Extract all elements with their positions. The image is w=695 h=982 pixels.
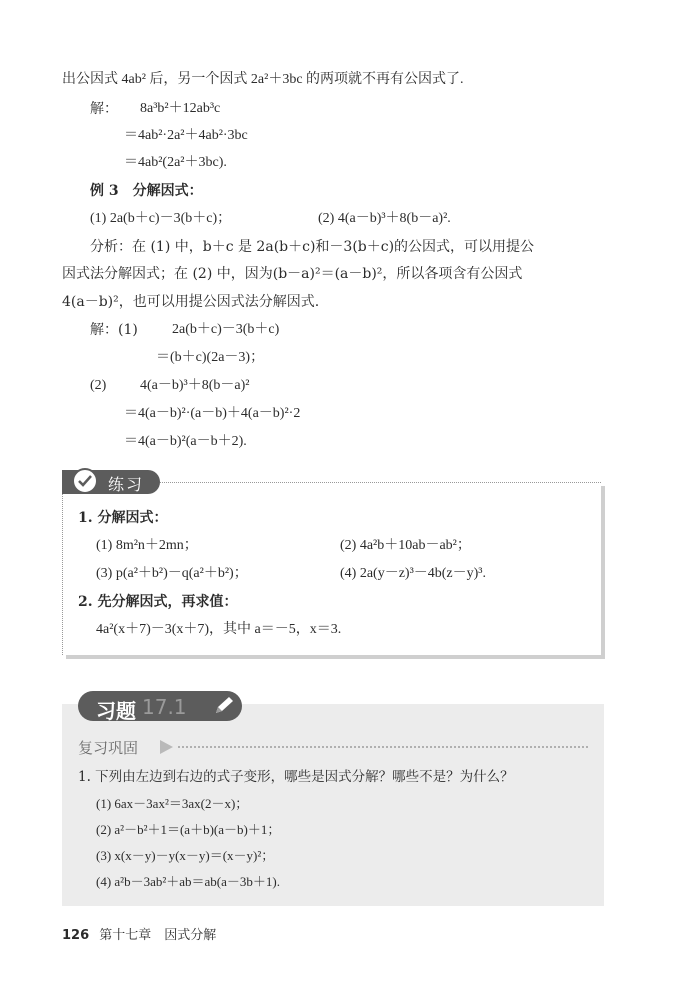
page-footer: [62, 924, 216, 943]
exercise-item: (4) a²b－3ab²＋ab＝ab(a－3b＋1).: [96, 874, 280, 889]
practice-expression: 4a²(x＋7)－3(x＋7)，其中 a＝－5，x＝3.: [96, 622, 342, 637]
practice-tab: [62, 470, 160, 494]
exercise-title: 习题: [96, 699, 136, 723]
exercise-tab: [78, 691, 242, 721]
solution-line: ＝4ab²(2a²＋3bc).: [124, 155, 227, 170]
exercise-item: (3) x(x－y)－y(x－y)＝(x－y)²；: [96, 848, 275, 863]
review-label: 复习巩固: [78, 739, 139, 757]
practice-label: 练习: [108, 475, 145, 494]
analysis-line: 分析：在 (1) 中，b＋c 是 2a(b＋c)和－3(b＋c)的公因式，可以用提公: [90, 239, 535, 255]
exercise-item: (2) a²－b²＋1＝(a＋b)(a－b)＋1；: [96, 822, 281, 837]
practice-item: (3) p(a²＋b²)－q(a²＋b²)；: [96, 566, 248, 581]
pencil-icon: [212, 695, 236, 717]
solution-line: 8a³b²＋12ab³c: [140, 101, 221, 116]
practice-item: (1) 8m²n＋2mn；: [96, 538, 198, 553]
dotted-divider: [178, 746, 588, 748]
chapter-title: 第十七章 因式分解: [99, 928, 217, 943]
exercise-number: 17.1: [142, 695, 187, 719]
solution-line: ＝(b＋c)(2a－3)；: [156, 350, 265, 365]
solution-line: ＝4(a－b)²·(a－b)＋4(a－b)²·2: [124, 406, 301, 421]
practice-item: (4) 2a(y－z)³－4b(z－y)³.: [340, 566, 487, 581]
exercise-item: (1) 6ax－3ax²＝3ax(2－x)；: [96, 796, 249, 811]
solution-label: 解：: [90, 101, 118, 117]
solution-line: 4(a－b)³＋8(b－a)²: [140, 378, 250, 393]
analysis-line: 因式法分解因式；在 (2) 中，因为(b－a)²＝(a－b)²，所以各项含有公因式: [62, 266, 523, 282]
solution-line: 2a(b＋c)－3(b＋c): [172, 322, 280, 337]
analysis-line: 4(a－b)²，也可以用提公因式法分解因式.: [62, 294, 320, 310]
solution-line: ＝4(a－b)²(a－b＋2).: [124, 434, 247, 449]
example-part: (1) 2a(b＋c)－3(b＋c)；: [90, 211, 232, 226]
practice-question: 2. 先分解因式，再求值：: [78, 594, 238, 610]
solution-line: ＝4ab²·2a²＋4ab²·3bc: [124, 128, 248, 143]
practice-question: 1. 分解因式：: [78, 510, 168, 526]
solution-label: (2): [90, 378, 107, 393]
example-title: 例 3 分解因式：: [90, 183, 203, 199]
practice-icon: [72, 468, 98, 494]
intro-line: 出公因式 4ab² 后，另一个因式 2a²＋3bc 的两项就不再有公因式了.: [62, 72, 464, 87]
solution-label: 解：(1): [90, 322, 138, 338]
exercise-question: 1. 下列由左边到右边的式子变形，哪些是因式分解？哪些不是？为什么？: [78, 769, 514, 785]
page-number: 126: [62, 928, 90, 943]
triangle-arrow-icon: [160, 740, 173, 754]
practice-item: (2) 4a²b＋10ab－ab²；: [340, 538, 471, 553]
example-part: (2) 4(a－b)³＋8(b－a)².: [318, 211, 451, 226]
